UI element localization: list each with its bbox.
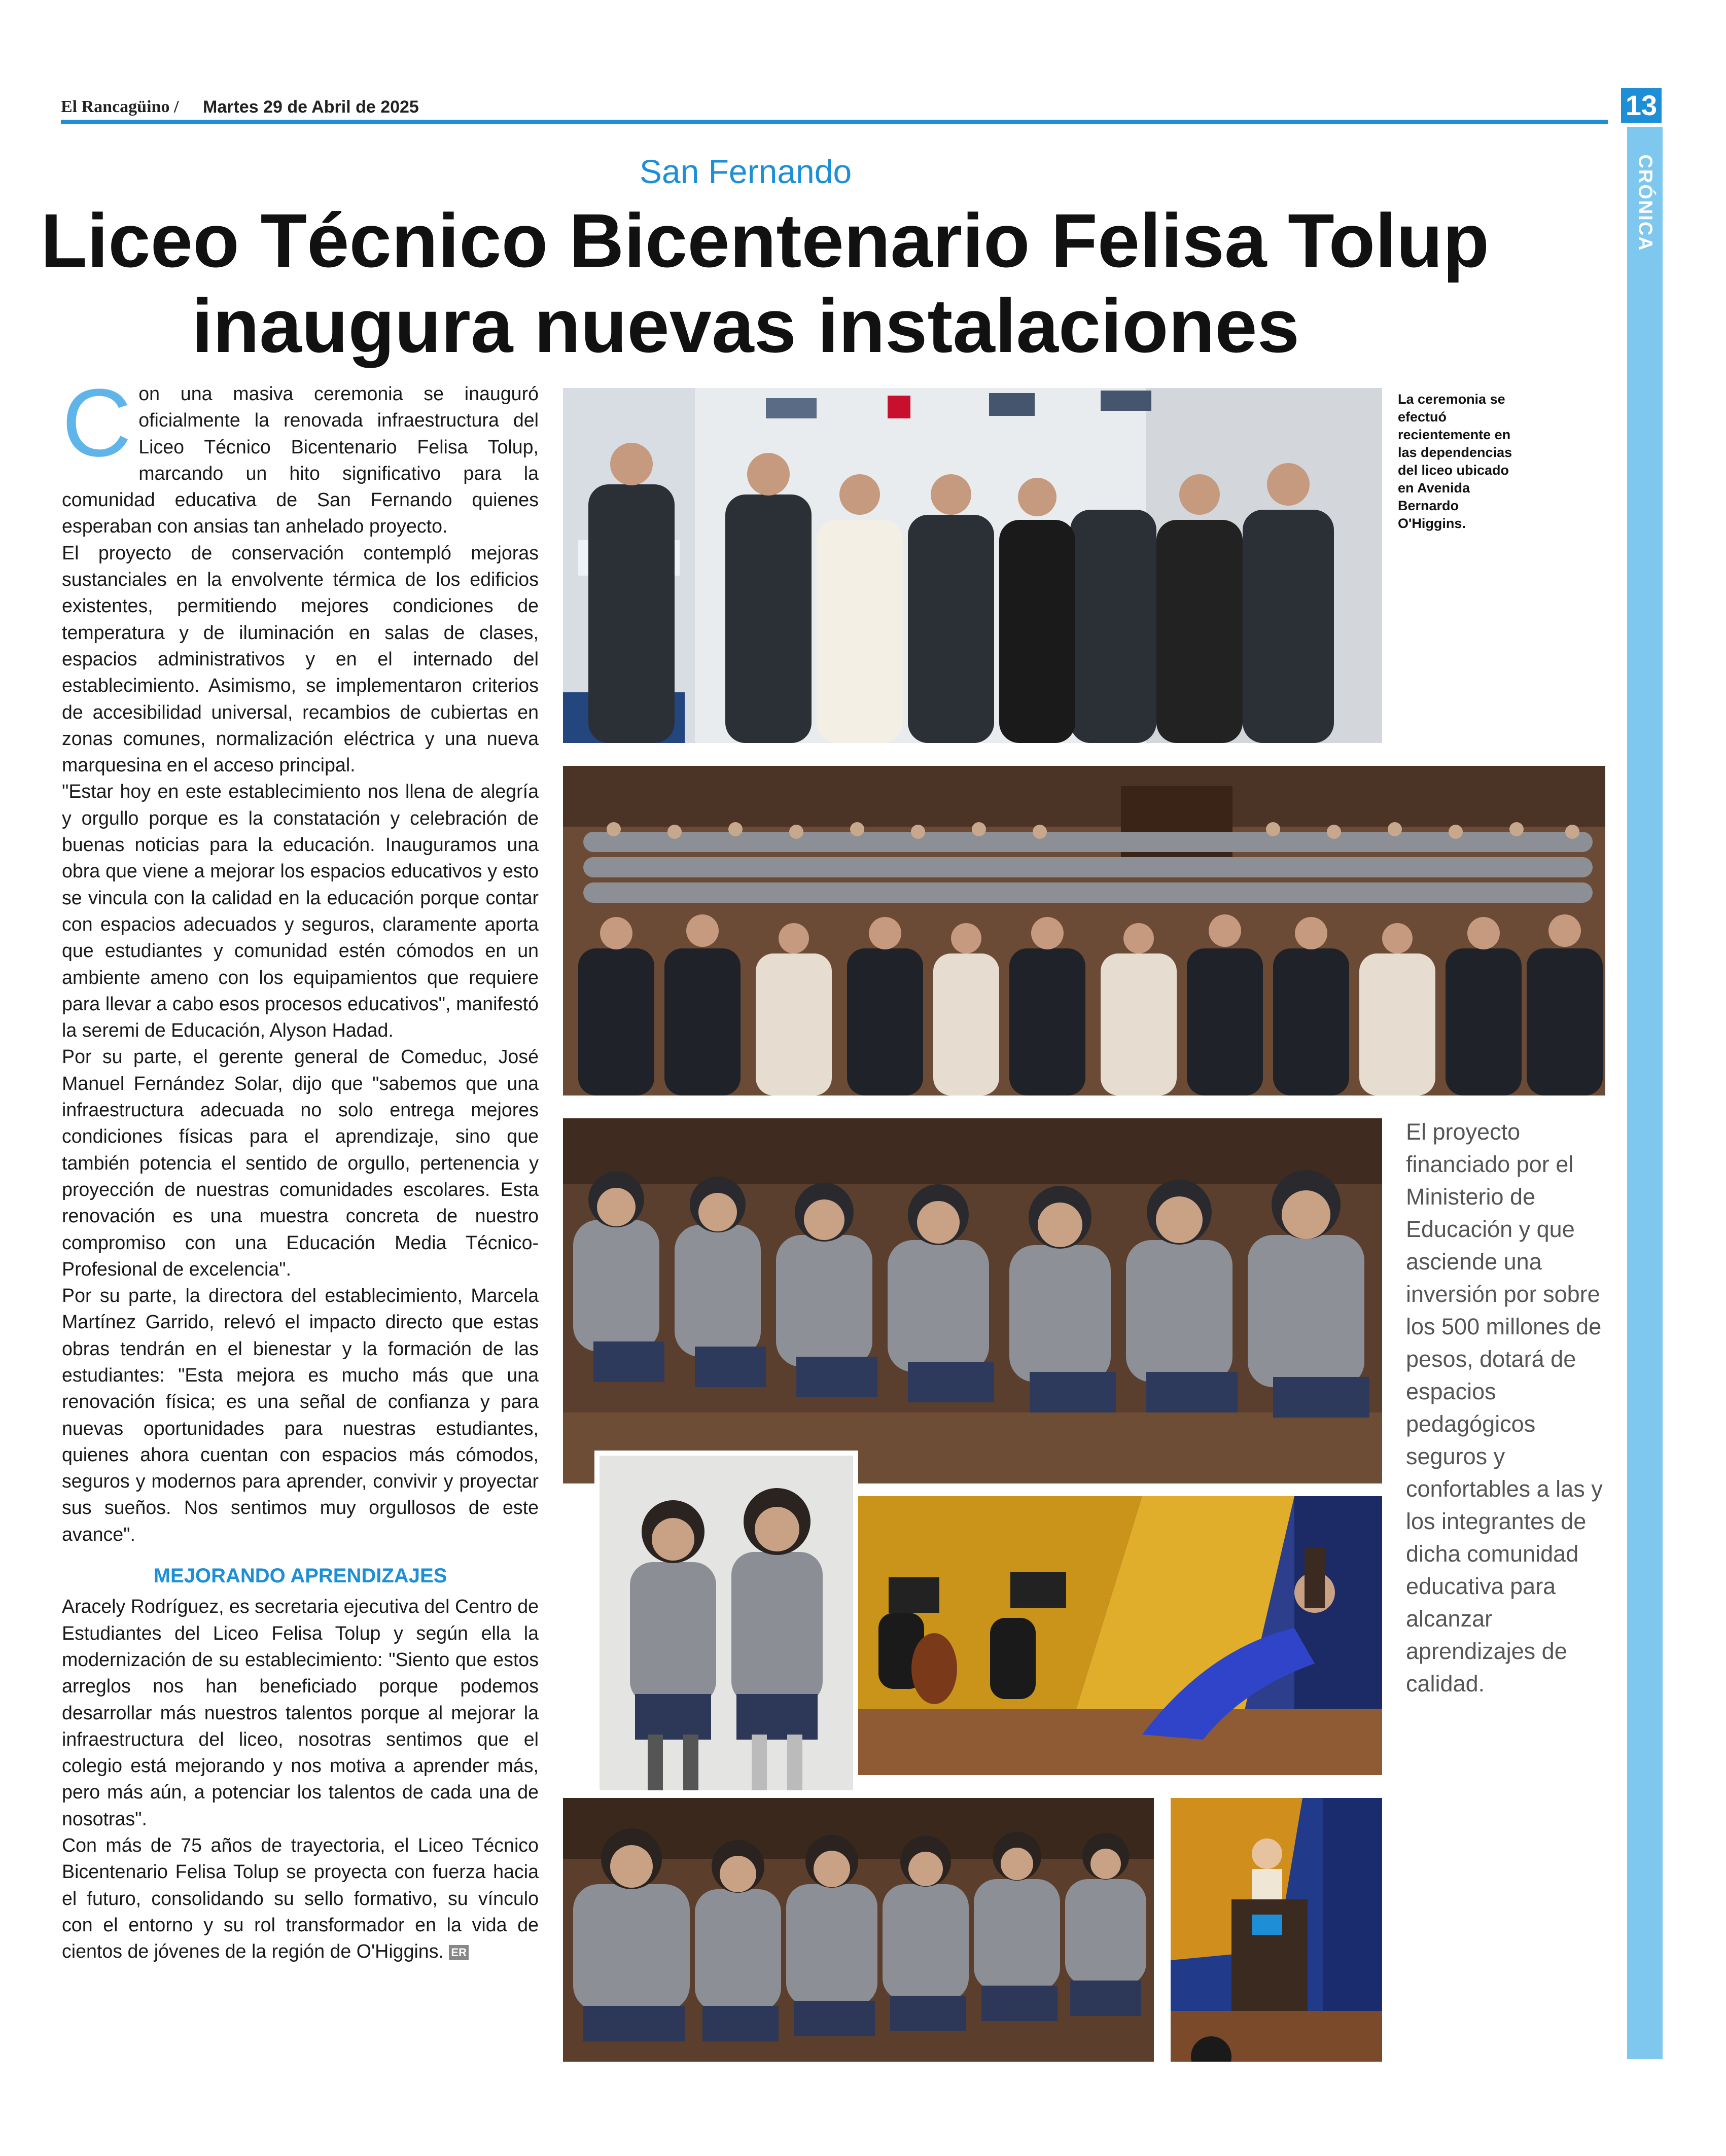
photo-speaker-podium [1171,1798,1382,2062]
paragraph-3: "Estar hoy en este establecimiento nos llena de alegría y orgullo porque es la constatación y celebración de buenas noticias para la educación. Inauguramos una obra que viene a mejorar los espacios educativos y esto se vincula con la calidad en la educación porque contar con espacios adecuados y seguros, claramente aporta que estudiantes y comunidad estén cómodos en un ambiente ameno con los equipamientos que requiere para llevar a cabo esos procesos educativos", manifestó la seremi de Educación, Alyson Hadad. [62,781,539,1041]
page-number: 13 [1621,88,1662,123]
photo-officials-caption: La ceremonia se efectuó recientemente en las dependencias del liceo ubicado en Avenida Bernardo O'Higgins. [1398,392,1512,531]
photo-auditorium-group [563,766,1605,1095]
feature-caption: El proyecto financiado por el Ministerio de Educación y que asciende una inversión por sobre los 500 millones de pesos, dotará de espacios pedagógicos seguros y confortables a las y los integrantes de dicha comunidad educativa para alcanzar aprendizajes de calidad. [1406,1119,1603,1696]
paragraph-7-text: Con más de 75 años de trayectoria, el Liceo Técnico Bicentenario Felisa Tolup se proyecta con fuerza hacia el futuro, consolidando su sello formativo, su vínculo con el entorno y su rol transformador en la vida de cientos de jóvenes de la región de O'Higgins. [62,1834,539,1962]
section-label-text: CRÓNICA [1634,154,1656,252]
headline-line-1: Liceo Técnico Bicentenario Felisa Tolup [41,198,1490,283]
header-rule [61,120,1608,124]
end-mark-logo: ER [449,1945,469,1960]
drop-cap: C [62,369,132,477]
paragraph-4: Por su parte, el gerente general de Comeduc, José Manuel Fernández Solar, dijo que "sabemos que una infraestructura adecuada no solo entrega mejores condiciones físicas para el aprendizaje, sino que también potencia el sentido de orgullo, pertenencia y proyección de nuestras comunidades escolares. Esta renovación es una muestra concreta de nuestro compromiso con una Educación Media Técnico-Profesional de excelencia". [62,1046,539,1280]
section-label [1627,147,1663,259]
section-sidebar [1627,127,1663,2059]
section-subhead: MEJORANDO APRENDIZAJES [153,1565,447,1587]
paragraph-5: Por su parte, la directora del establecimiento, Marcela Martínez Garrido, relevó el impacto directo que estas obras tendrán en el bienestar y la formación de las estudiantes: "Esta mejora es mucho más que una renovación física; es una señal de confianza y para nuevas oportunidades para nuestras estudiantes, quienes ahora cuentan con espacios más cómodos, seguros y modernos para aprender, convivir y proyectar sus sueños. Nos sentimos muy orgullosos de este avance". [62,1285,539,1545]
article-body [62,369,539,1965]
paragraph-2: El proyecto de conservación contempló mejoras sustanciales en la envolvente térmica de los edificios existentes, permitiendo mejores condiciones de temperatura y de iluminación en salas de clases, espacios administrativos y en el internado del establecimiento. Asimismo, se implementaron criterios de accesibilidad universal, recambios de cubiertas en zonas comunes, normalización eléctrica y una nueva marquesina en el acceso principal. [62,542,539,776]
paragraph-1: on una masiva ceremonia se inauguró oficialmente la renovada infraestructura del Liceo Técnico Bicentenario Felisa Tolup, marcando un hito significativo para la comunidad educativa de San Fernando quienes esperaban con ansias tan anhelado proyecto. [62,383,539,537]
publication-name: El Rancagüino / [61,97,179,116]
photo-two-students [594,1451,858,1795]
headline-line-2: inaugura nuevas instalaciones [191,283,1300,368]
paragraph-6: Aracely Rodríguez, es secretaria ejecutiva del Centro de Estudiantes del Liceo Felisa Tolup y según ella la modernización de su establecimiento: "Siento que estos arreglos nos han beneficiado porque podemos desarrollar más nuestros talentos porque al mejorar la infraestructura del liceo, nosotras sentimos que el colegio está mejorando y nos motiva a aprender más, pero más aún, a potenciar los talentos de cada una de nosotras". [62,1596,539,1829]
paragraph-7 [62,1832,539,1964]
article-headline [41,198,1490,368]
article-kicker: San Fernando [639,153,852,190]
photo-officials-group [563,388,1382,743]
photo-stage-performance [858,1496,1382,1775]
photo-students-audience [563,1798,1154,2062]
photo-seated-students [563,1118,1382,1483]
publication-date: Martes 29 de Abril de 2025 [203,97,419,117]
